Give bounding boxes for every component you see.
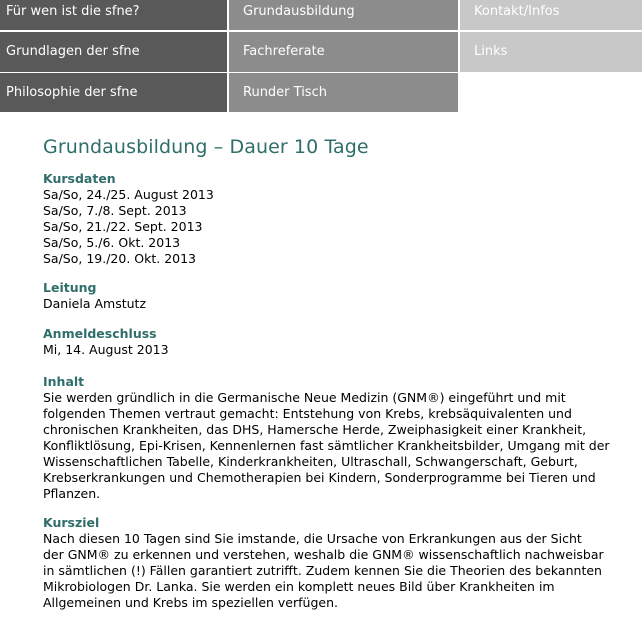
inhalt-line: Konfliktlösung, Epi-Krisen, Kennenlernen fast sämtlicher Krankheitsbilder, Umgang mit der xyxy=(43,438,610,453)
nav-grundlagen[interactable]: Grundlagen der sfne xyxy=(0,32,227,72)
inhalt-line: Sie werden gründlich in die Germanische Neue Medizin (GNM®) eingeführt und mit xyxy=(43,390,566,405)
main-content xyxy=(43,130,638,610)
kursziel-line: Allgemeinen und Krebs im speziellen verfügen. xyxy=(43,595,338,610)
main-navigation xyxy=(0,0,642,112)
anmeldeschluss-section xyxy=(43,326,169,358)
leitung-section xyxy=(43,280,146,312)
kursziel-section xyxy=(43,515,638,611)
inhalt-line: Pflanzen. xyxy=(43,486,101,501)
nav-fuer-wen[interactable]: Für wen ist die sfne? xyxy=(0,0,227,30)
course-date: Sa/So, 5./6. Okt. 2013 xyxy=(43,235,181,250)
course-date: Sa/So, 21./22. Sept. 2013 xyxy=(43,219,203,234)
kursziel-line: in sämtlichen (!) Fällen garantiert zutrifft. Zudem kennen Sie die Theorien des bekannten xyxy=(43,563,602,578)
course-date: Sa/So, 7./8. Sept. 2013 xyxy=(43,203,187,218)
inhalt-section xyxy=(43,374,638,502)
kursziel-line: Mikrobiologen Dr. Lanka. Sie werden ein komplett neues Bild über Krankheiten im xyxy=(43,579,555,594)
course-date: Sa/So, 19./20. Okt. 2013 xyxy=(43,251,197,266)
kursdaten-section xyxy=(43,171,214,267)
course-date: Sa/So, 24./25. August 2013 xyxy=(43,187,214,202)
inhalt-line: chronischen Krankheiten, das DHS, Hamersche Herde, Zweiphasigkeit einer Krankheit, xyxy=(43,422,587,437)
page-title: Grundausbildung – Dauer 10 Tage xyxy=(43,136,369,158)
nav-fachreferate[interactable]: Fachreferate xyxy=(229,32,458,72)
nav-philosophie[interactable]: Philosophie der sfne xyxy=(0,73,227,112)
inhalt-line: Wissenschaftlichen Tabelle, Kinderkrankheiten, Ultraschall, Schwangerschaft, Geburt, xyxy=(43,454,578,469)
leitung-name: Daniela Amstutz xyxy=(43,296,147,311)
kursziel-line: Nach diesen 10 Tagen sind Sie imstande, die Ursache von Erkrankungen aus der Sicht xyxy=(43,531,582,546)
kursziel-line: der GNM® zu erkennen und verstehen, weshalb die GNM® wissenschaftlich nachweisbar xyxy=(43,547,604,562)
leitung-heading: Leitung xyxy=(43,280,97,295)
anmeldeschluss-date: Mi, 14. August 2013 xyxy=(43,342,169,357)
nav-runder-tisch[interactable]: Runder Tisch xyxy=(229,73,458,112)
inhalt-line: Krebserkrankungen und Chemotherapien bei Kindern, Sonderprogramme bei Tieren und xyxy=(43,470,596,485)
nav-kontakt-infos[interactable]: Kontakt/Infos xyxy=(460,0,642,30)
kursdaten-heading: Kursdaten xyxy=(43,171,116,186)
anmeldeschluss-heading: Anmeldeschluss xyxy=(43,326,157,341)
inhalt-line: folgenden Themen vertraut gemacht: Entstehung von Krebs, krebsäquivalenten und xyxy=(43,406,572,421)
nav-links[interactable]: Links xyxy=(460,32,642,72)
inhalt-heading: Inhalt xyxy=(43,374,85,389)
kursziel-heading: Kursziel xyxy=(43,515,100,530)
nav-grundausbildung[interactable]: Grundausbildung xyxy=(229,0,458,30)
